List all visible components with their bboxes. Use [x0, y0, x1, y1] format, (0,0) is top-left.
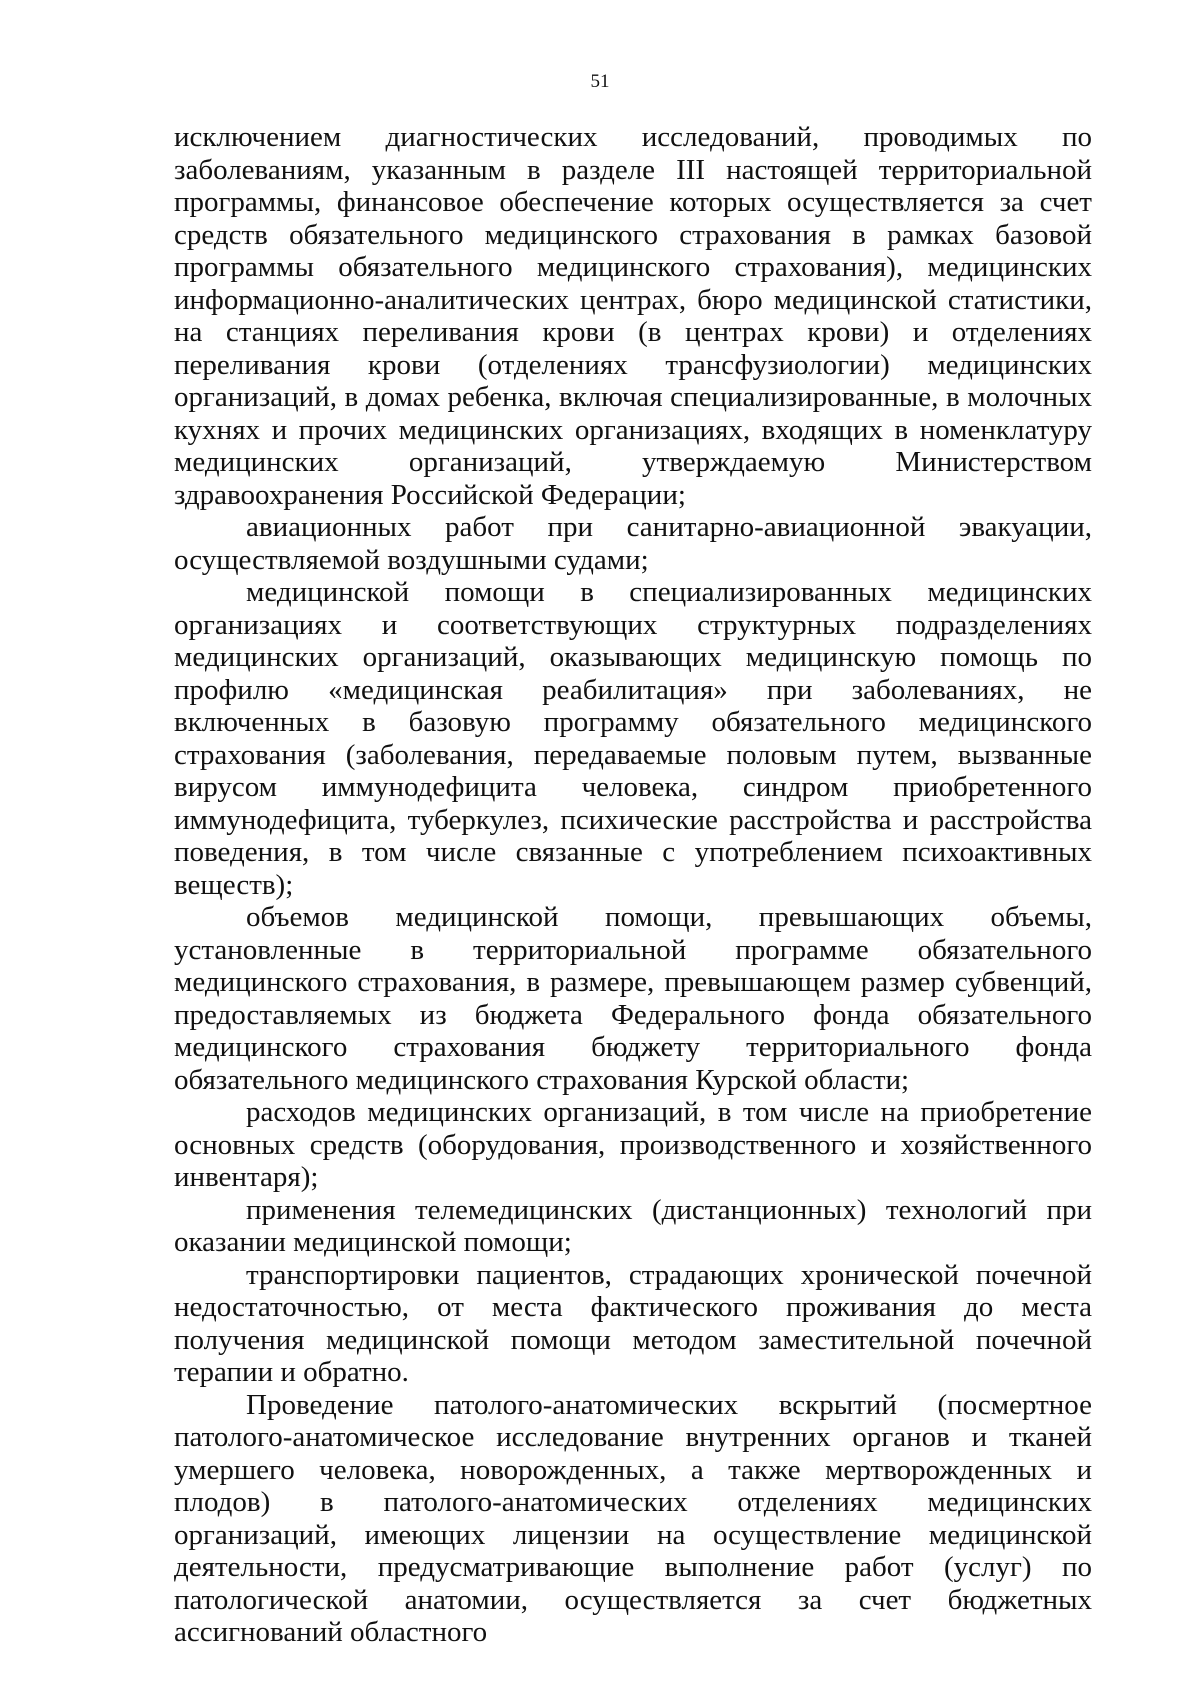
paragraph-5: расходов медицинских организаций, в том числе на приобретение основных средств (оборудования, производственного и хозяйственного инвентаря); — [174, 1096, 1092, 1193]
paragraph-3: медицинской помощи в специализированных медицинских организациях и соответствующих структурных подразделениях медицинских организаций, оказывающих медицинскую помощь по профилю «медицинская реабилитация» при заболеваниях, не включенных в базовую программу обязательного медицинского страхования (заболевания, передаваемые половым путем, вызванные вирусом иммунодефицита человека, синдром приобретенного иммунодефицита, туберкулез, психические расстройства и расстройства поведения, в том числе связанные с употреблением психоактивных веществ); — [174, 576, 1092, 901]
document-body — [174, 121, 1092, 1649]
page-number: 51 — [590, 71, 610, 92]
paragraph-8: Проведение патолого-анатомических вскрытий (посмертное патолого-анатомическое исследование внутренних органов и тканей умершего человека, новорожденных, а также мертворожденных и плодов) в патолого-анатомических отделениях медицинских организаций, имеющих лицензии на осуществление медицинской деятельности, предусматривающие выполнение работ (услуг) по патологической анатомии, осуществляется за счет бюджетных ассигнований областного — [174, 1388, 1092, 1648]
paragraph-7: транспортировки пациентов, страдающих хронической почечной недостаточностью, от места фактического проживания до места получения медицинской помощи методом заместительной почечной терапии и обратно. — [174, 1258, 1092, 1388]
paragraph-6: применения телемедицинских (дистанционных) технологий при оказании медицинской помощи; — [174, 1193, 1092, 1258]
paragraph-2: авиационных работ при санитарно-авиационной эвакуации, осуществляемой воздушными судами; — [174, 511, 1092, 576]
paragraph-4: объемов медицинской помощи, превышающих объемы, установленные в территориальной программе обязательного медицинского страхования, в размере, превышающем размер субвенций, предоставляемых из бюджета Федерального фонда обязательного медицинского страхования бюджету территориального фонда обязательного медицинского страхования Курской области; — [174, 901, 1092, 1096]
paragraph-1: исключением диагностических исследований, проводимых по заболеваниям, указанным в разделе III настоящей территориальной программы, финансовое обеспечение которых осуществляется за счет средств обязательного медицинского страхования в рамках базовой программы обязательного медицинского страхования), медицинских информационно-аналитических центрах, бюро медицинской статистики, на станциях переливания крови (в центрах крови) и отделениях переливания крови (отделениях трансфузиологии) медицинских организаций, в домах ребенка, включая специализированные, в молочных кухнях и прочих медицинских организациях, входящих в номенклатуру медицинских организаций, утверждаемую Министерством здравоохранения Российской Федерации; — [174, 121, 1092, 511]
